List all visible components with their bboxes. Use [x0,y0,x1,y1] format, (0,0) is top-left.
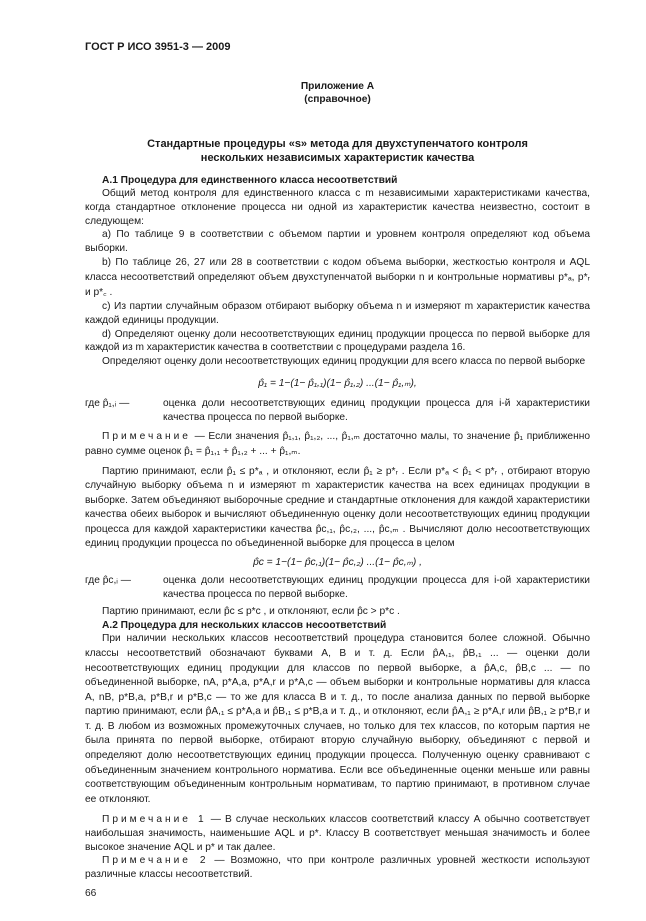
note [85,430,590,459]
definition-text: оценка доли несоответствующих единиц продукции процесса для i-й характеристики качества процесса по первой выборке. [163,397,590,423]
definition [85,397,590,424]
list-item-c: c) Из партии случайным образом отбирают выборку объема n и измеряют m характеристик качества каждой единицы продукции. [85,301,590,326]
note [85,813,590,854]
document-header: ГОСТ Р ИСО 3951-3 — 2009 [85,41,231,53]
note [85,854,590,881]
paragraph: Определяют оценку доли несоответствующих единиц продукции для всего класса по первой выборке [102,355,586,367]
section-a1-heading: А.1 Процедура для единственного класса несоответствий [102,174,398,186]
paragraph: Общий метод контроля для единственного класса с m независимыми характеристиками качества, когда стандартное отклонение процесса ни одной из характеристик качества неизвестно, состоит в следующем: [85,188,590,227]
section-a2-heading: А.2 Процедура для нескольких классов несоответствий [102,619,387,631]
note-text: — В случае нескольких классов соответствий классу А обычно соответствует наибольшая значимость, наименьшие AQL и p*. Классу В соответствует меньшая значимость и более высокое значение AQL и p* и так далее. [85,814,590,853]
definition-term: где p̂c,ᵢ — [85,574,131,586]
paragraph: При наличии нескольких классов несоответствий процедура становится более сложной. Обычно классы несоответствий обозначают буквами А, В и т. д. Если p̂A,₁, p̂B,₁ ... — оценки доли несоответствующих единиц продукции для классов по первой выборке, а p̂A,c, p̂B,c ... — по объединенной выборке, nA, p*A,a, p*A,r и p*A,c — объем выборки и контрольные нормативы для класса А, nB, p*B,a, p*B,r и p*B,c — то же для класса В и т. д., то после анализа данных по первой выборке партию принимают, если p̂A,₁ ≤ p*A,a и p̂B,₁ ≤ p*B,a и т. д., и отклоняют, если p̂A,₁ ≥ p*A,r или p̂B,₁ ≥ p*B,r и т. д. В любом из возможных промежуточных случаев, но только для тех классов, по которым партия не была принята по первой выборке, отбирают вторую случайную выборку, объединяют с первой и определяют долю несоответствующих единиц продукции процесса. Полученную оценку сравнивают с объединенным значением контрольного норматива. Если все объединенные оценки меньше или равны соответствующим объединенным контрольным нормативам, то партию принимают, в противном случае ее отклоняют. [85,633,590,805]
title-line: нескольких независимых характеристик качества [200,152,475,165]
paragraph: Партию принимают, если p̂c ≤ p*c , и отклоняют, если p̂c > p*c . [102,606,400,618]
list-item-a: a) По таблице 9 в соответствии с объемом партии и уровнем контроля определяют код объема выборки. [85,229,590,254]
appendix-subtitle: (справочное) [304,94,371,106]
appendix-title: Приложение А [300,80,375,92]
definition-text: оценка доли несоответствующих единиц продукции процесса для i-ой характеристики качества процесса по первой выборке. [163,574,590,600]
note-label: Примечание 2 [102,855,209,867]
note-text: — Если значения p̂₁,₁, p̂₁,₂, ..., p̂₁,ₘ достаточно малы, то значение p̂₁ приближенно равно сумме оценок p̂₁ = p̂₁,₁ + p̂₁,₂ + ... + p̂₁,ₘ. [85,431,590,457]
definition-term: где p̂₁,ᵢ — [85,397,130,409]
note-label: Примечание [102,431,191,443]
definition [85,574,590,601]
title-line: Стандартные процедуры «s» метода для двухступенчатого контроля [147,137,528,150]
note-label: Примечание 1 [102,814,207,826]
note-text: — Возможно, что при контроле различных уровней жесткости используют различные классы несоответствий. [85,855,590,880]
page-number: 66 [85,888,97,900]
document-page [85,0,590,921]
paragraph: Партию принимают, если p̂₁ ≤ p*ₐ , и отклоняют, если p̂₁ ≥ p*ᵣ . Если p*ₐ < p̂₁ < p*ᵣ , отбирают вторую случайную выборку объема n и измеряют m характеристик качества на всех единицах продукции в выборке. Затем объединяют выборочные средние и стандартные отклонения для каждой характеристики качества обеих выборок и вычисляют объединенную оценку доли несоответствующих единиц продукции процесса для каждой характеристики качества p̂c,₁, p̂c,₂, ..., p̂c,ₘ . Вычисляют долю несоответствующих единиц продукции процесса по объединенной выборке для процесса в целом [85,465,590,549]
list-item-b: b) По таблице 26, 27 или 28 в соответствии с кодом объема выборки, жесткостью контроля и AQL класса несоответствий определяют объем двухступенчатой выборки n и контрольные нормативы p*ₐ, p*ᵣ и p*꜀ . [85,257,590,299]
formula: p̂c = 1−(1− p̂c,₁)(1− p̂c,₂) ...(1− p̂c,ₘ) , [253,557,422,569]
appendix-heading [85,137,590,166]
formula: p̂₁ = 1−(1− p̂₁,₁)(1− p̂₁,₂) ...(1− p̂₁,ₘ), [258,378,417,390]
list-item-d: d) Определяют оценку доли несоответствующих единиц продукции процесса по первой выборке для каждой из m характеристик качества в соответствии с процедурами раздела 16. [85,328,590,354]
